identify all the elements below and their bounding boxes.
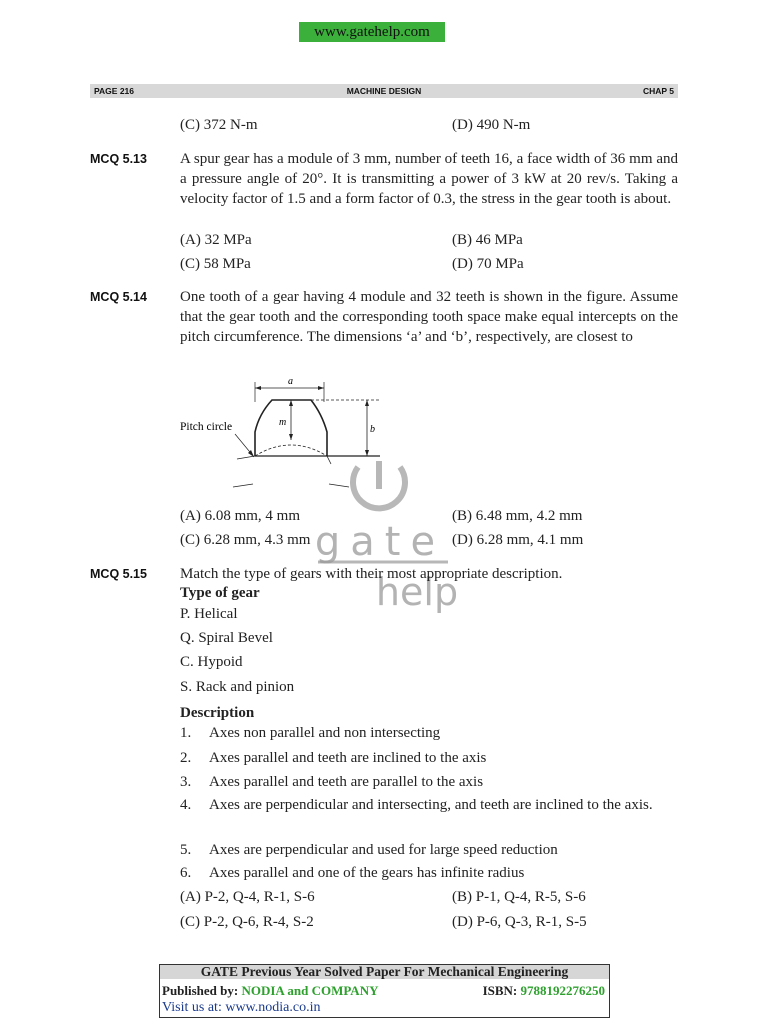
watermark-help: help — [375, 570, 459, 614]
question-label: MCQ 5.14 — [90, 290, 147, 304]
publisher-footer — [159, 964, 610, 1018]
type-item: P. Helical — [180, 606, 238, 622]
description-number: 1. — [180, 725, 192, 741]
description-text: Axes parallel and teeth are inclined to the axis — [209, 750, 487, 766]
option-b: (B) 6.48 mm, 4.2 mm — [452, 508, 583, 524]
prev-option-d: (D) 490 N-m — [452, 117, 531, 133]
published-label: Published by: — [162, 983, 242, 998]
type-heading: Type of gear — [180, 585, 260, 601]
isbn-label: ISBN: — [482, 983, 521, 998]
option-a: (A) P-2, Q-4, R-1, S-6 — [180, 889, 315, 905]
option-c: (C) 6.28 mm, 4.3 mm — [180, 532, 311, 548]
description-number: 4. — [180, 797, 192, 813]
option-d: (D) 70 MPa — [452, 256, 524, 272]
pitch-circle-label: Pitch circle — [180, 421, 233, 433]
option-b: (B) 46 MPa — [452, 232, 523, 248]
option-c: (C) P-2, Q-6, R-4, S-2 — [180, 914, 314, 930]
description-number: 6. — [180, 865, 192, 881]
description-number: 5. — [180, 842, 192, 858]
description-heading: Description — [180, 705, 255, 721]
question-text: A spur gear has a module of 3 mm, number of teeth 16, a face width of 36 mm and a pressure angle of 20°. It is transmitting a power of 3 kW at 20 rev/s. Taking a velocity factor of 1.5 and a form factor of 0.3, the stress in the gear tooth is about. — [180, 151, 678, 207]
publisher-name: NODIA and COMPANY — [241, 983, 379, 998]
visit-link[interactable]: Visit us at: www.nodia.co.in — [162, 1000, 321, 1015]
subject-title: MACHINE DESIGN — [346, 86, 422, 96]
option-c: (C) 58 MPa — [180, 256, 251, 272]
option-a: (A) 32 MPa — [180, 232, 252, 248]
description-text: Axes non parallel and non intersecting — [209, 725, 441, 741]
question-text: One tooth of a gear having 4 module and 32 teeth is shown in the figure. Assume that the gear tooth and the corresponding tooth space make equal intercepts on the pitch circumference. The dimensions ‘a’ and ‘b’, respectively, are closest to — [180, 289, 678, 345]
option-d: (D) P-6, Q-3, R-1, S-5 — [452, 914, 587, 930]
description-text: Axes are perpendicular and used for large speed reduction — [209, 842, 558, 858]
description-text: Axes parallel and one of the gears has infinite radius — [209, 865, 525, 881]
description-text: Axes are perpendicular and intersecting, and teeth are inclined to the axis. — [209, 797, 653, 813]
chapter-label: CHAP 5 — [642, 86, 674, 96]
description-number: 2. — [180, 750, 192, 766]
question-label: MCQ 5.15 — [90, 567, 147, 581]
site-banner-link[interactable]: www.gatehelp.com — [299, 22, 445, 42]
description-text: Axes parallel and teeth are parallel to the axis — [209, 774, 484, 790]
label-a: a — [288, 376, 293, 387]
watermark-gate: gate — [314, 519, 446, 565]
question-text: Match the type of gears with their most appropriate description. — [180, 566, 563, 582]
gatehelp-watermark-logo — [300, 455, 460, 620]
page-number: PAGE 216 — [94, 86, 135, 96]
option-b: (B) P-1, Q-4, R-5, S-6 — [452, 889, 586, 905]
option-d: (D) 6.28 mm, 4.1 mm — [452, 532, 584, 548]
type-item: S. Rack and pinion — [180, 679, 295, 695]
label-b: b — [370, 424, 375, 435]
page-header — [90, 84, 678, 98]
label-m: m — [279, 417, 287, 428]
isbn-number: 9788192276250 — [520, 983, 605, 998]
isbn-line — [483, 983, 605, 999]
type-item: C. Hypoid — [180, 654, 243, 670]
type-item: Q. Spiral Bevel — [180, 630, 273, 646]
footer-title: GATE Previous Year Solved Paper For Mechanical Engineering — [160, 965, 609, 979]
prev-option-c: (C) 372 N-m — [180, 117, 258, 133]
description-number: 3. — [180, 774, 192, 790]
option-a: (A) 6.08 mm, 4 mm — [180, 508, 300, 524]
question-label: MCQ 5.13 — [90, 152, 147, 166]
publisher-line — [162, 983, 378, 999]
